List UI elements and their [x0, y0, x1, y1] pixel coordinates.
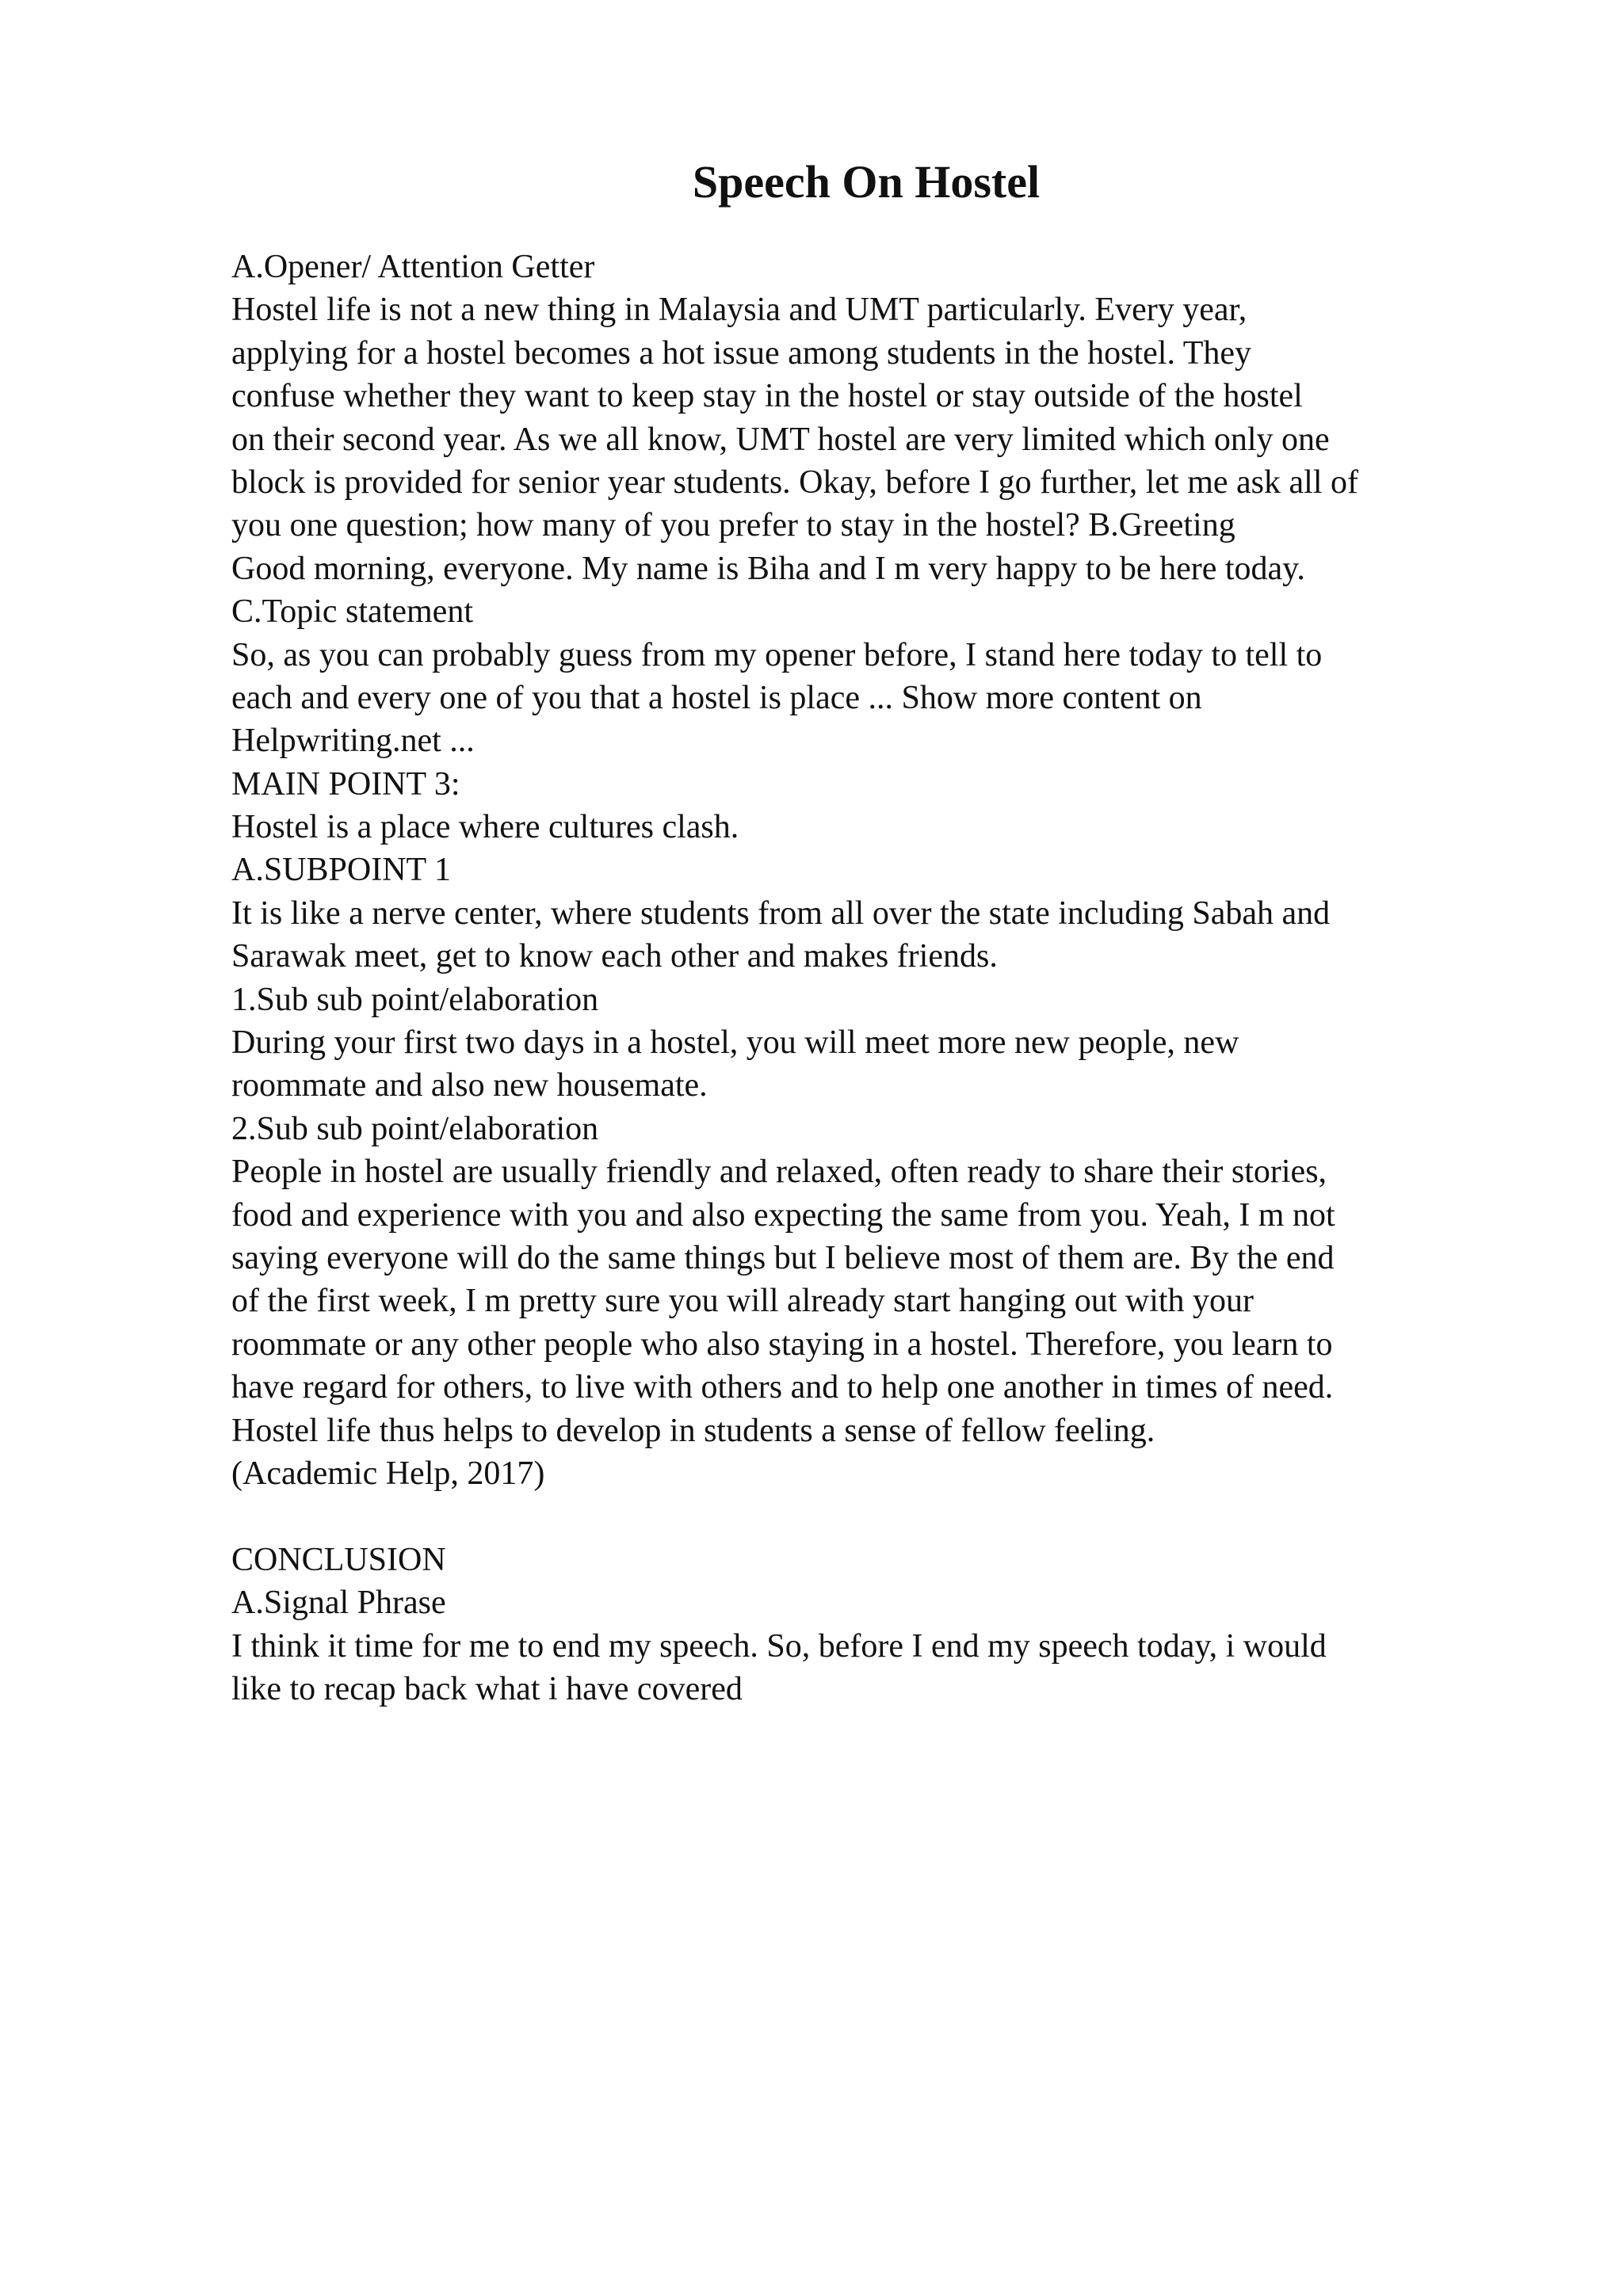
- body-line: 1.Sub sub point/elaboration: [231, 981, 599, 1018]
- body-line: on their second year. As we all know, UMT hostel are very limited which only one: [231, 421, 1330, 458]
- body-line: each and every one of you that a hostel is place ... Show more content on: [231, 679, 1202, 716]
- body-line: confuse whether they want to keep stay in the hostel or stay outside of the hostel: [231, 378, 1303, 415]
- body-line: applying for a hostel becomes a hot issue among students in the hostel. They: [231, 334, 1251, 372]
- body-line: Hostel is a place where cultures clash.: [231, 809, 739, 846]
- document-title: Speech On Hostel: [692, 156, 1041, 208]
- body-line: CONCLUSION: [231, 1541, 446, 1578]
- body-line: It is like a nerve center, where students from all over the state including Sabah and: [231, 894, 1331, 932]
- body-line: (Academic Help, 2017): [231, 1455, 545, 1492]
- body-line: roommate or any other people who also staying in a hostel. Therefore, you learn to: [231, 1325, 1333, 1363]
- body-line: roommate and also new housemate.: [231, 1067, 708, 1104]
- body-line: People in hostel are usually friendly and relaxed, often ready to share their stories,: [231, 1154, 1327, 1191]
- body-line: So, as you can probably guess from my opener before, I stand here today to tell to: [231, 636, 1323, 673]
- body-line: A.Signal Phrase: [231, 1585, 446, 1622]
- body-line: A.Opener/ Attention Getter: [231, 249, 595, 285]
- body-line: I think it time for me to end my speech. So, before I end my speech today, i would: [231, 1627, 1327, 1665]
- body-line: Hostel life is not a new thing in Malaysia and UMT particularly. Every year,: [231, 292, 1247, 329]
- body-line: C.Topic statement: [231, 593, 473, 631]
- body-line: A.SUBPOINT 1: [231, 852, 451, 889]
- body-line: MAIN POINT 3:: [231, 765, 460, 803]
- body-line: block is provided for senior year students. Okay, before I go further, let me ask all of: [231, 463, 1358, 501]
- body-line: of the first week, I m pretty sure you will already start hanging out with your: [231, 1283, 1254, 1320]
- body-line: Sarawak meet, get to know each other and makes friends.: [231, 938, 998, 975]
- body-line: saying everyone will do the same things but I believe most of them are. By the end: [231, 1239, 1335, 1276]
- body-line: have regard for others, to live with others and to help one another in times of need.: [231, 1369, 1334, 1406]
- body-line: Helpwriting.net ...: [231, 723, 475, 760]
- body-line: 2.Sub sub point/elaboration: [231, 1110, 599, 1147]
- document-body: [231, 246, 1579, 1711]
- body-line: you one question; how many of you prefer to stay in the hostel? B.Greeting: [231, 507, 1235, 544]
- body-line: During your first two days in a hostel, you will meet more new people, new: [231, 1024, 1239, 1062]
- body-line: Good morning, everyone. My name is Biha and I m very happy to be here today.: [231, 550, 1305, 587]
- body-line: like to recap back what i have covered: [231, 1670, 743, 1707]
- blank-line: [231, 1495, 1579, 1538]
- body-line: food and experience with you and also expecting the same from you. Yeah, I m not: [231, 1196, 1335, 1234]
- body-line: Hostel life thus helps to develop in students a sense of fellow feeling.: [231, 1412, 1155, 1449]
